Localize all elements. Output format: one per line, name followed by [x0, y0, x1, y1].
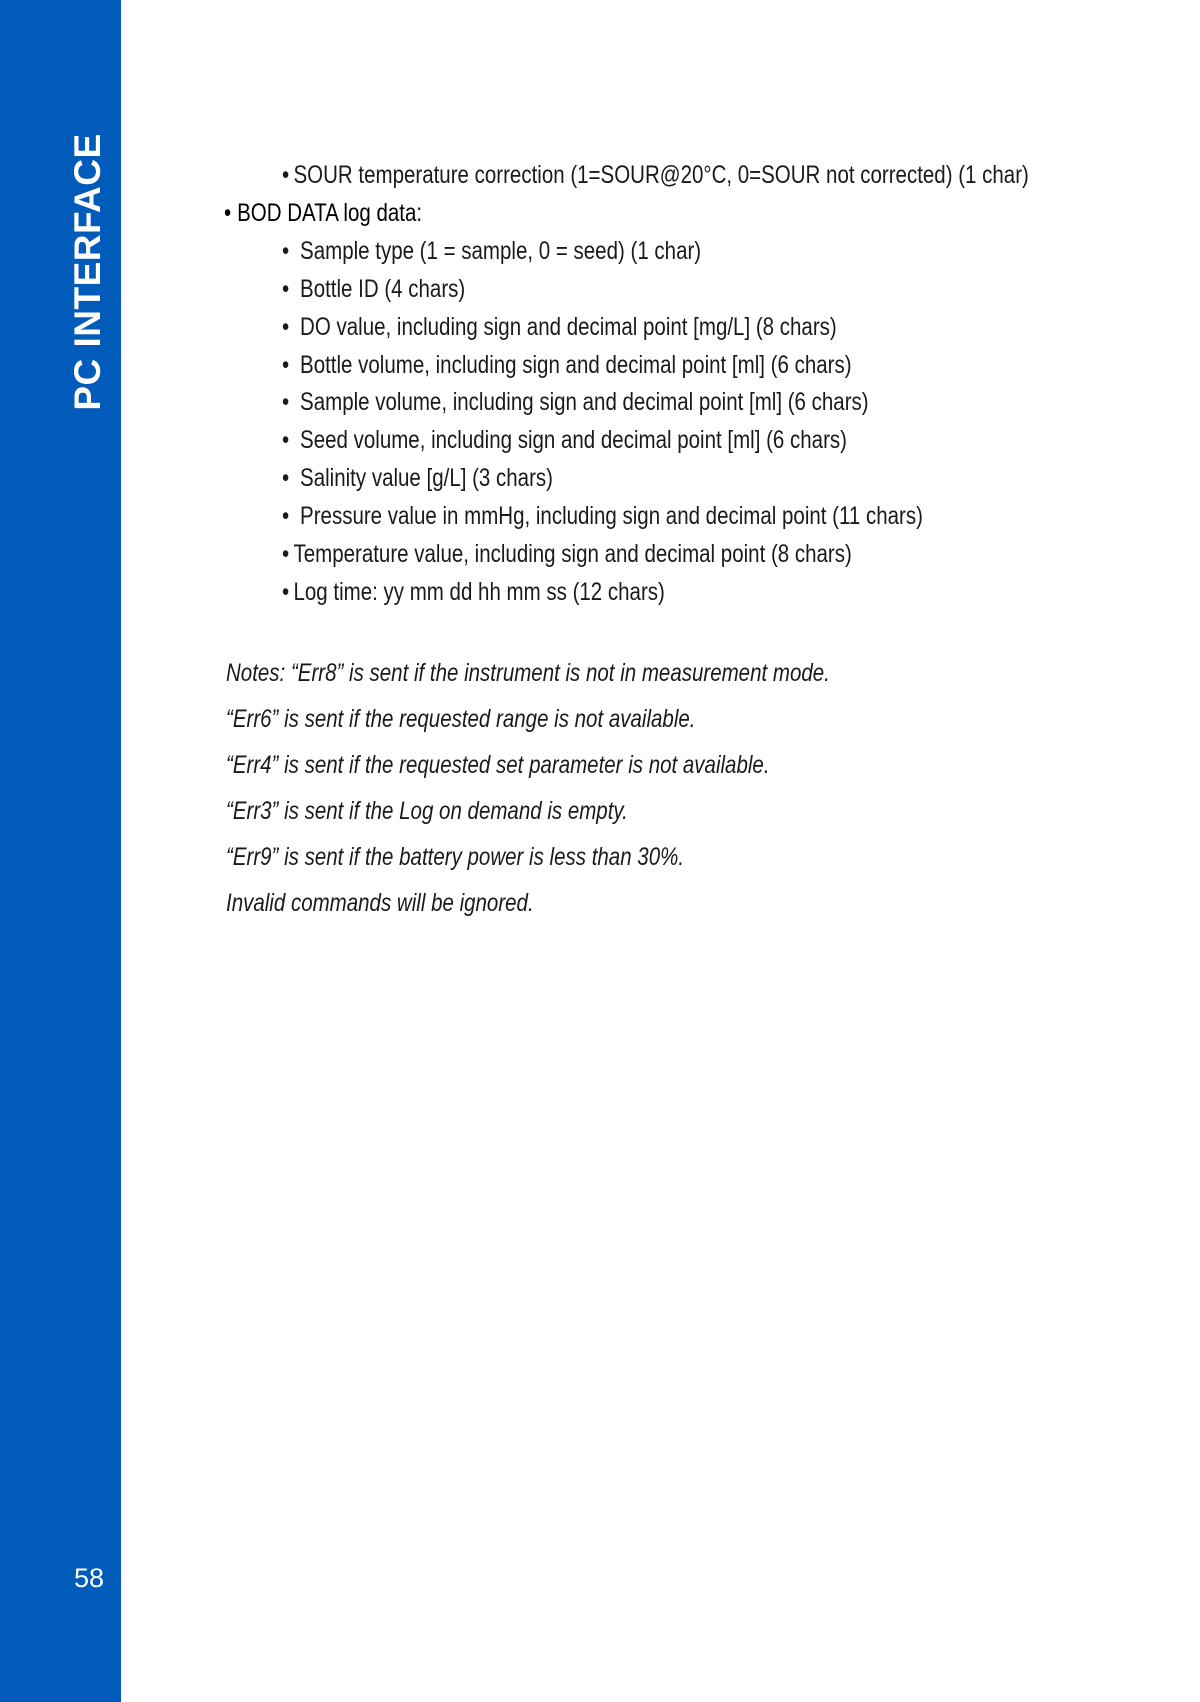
list-item-text: SOUR temperature correction (1=SOUR@20°C, 0=SOUR not corrected) (1 char)	[293, 161, 1029, 189]
section-title: PC INTERFACE	[67, 133, 108, 411]
bullet: •	[282, 313, 290, 341]
bullet: •	[282, 275, 290, 303]
list-item	[282, 160, 1029, 190]
note-line: “Err3” is sent if the Log on demand is empty.	[226, 797, 628, 825]
list-item-text: Log time: yy mm dd hh mm ss (12 chars)	[293, 578, 665, 606]
note-line: “Err4” is sent if the requested set parameter is not available.	[226, 751, 770, 779]
bod-data-heading	[224, 198, 422, 228]
bullet: •	[282, 351, 290, 379]
note-line: “Err9” is sent if the battery power is less than 30%.	[226, 843, 685, 871]
list-item	[282, 350, 852, 380]
list-item	[282, 274, 465, 304]
note-line: Notes: “Err8” is sent if the instrument is not in measurement mode.	[226, 659, 830, 687]
list-item	[282, 425, 847, 455]
list-item-text: Salinity value [g/L] (3 chars)	[300, 464, 553, 492]
list-item-text: Sample volume, including sign and decimal point [ml] (6 chars)	[300, 388, 869, 416]
bullet: •	[282, 426, 290, 454]
list-item-text: Temperature value, including sign and decimal point (8 chars)	[293, 540, 852, 568]
sidebar-band	[0, 0, 121, 1702]
bullet: •	[282, 388, 290, 416]
list-item-text: Sample type (1 = sample, 0 = seed) (1 char)	[300, 237, 702, 265]
page-number: 58	[74, 1563, 105, 1593]
list-item	[282, 387, 869, 417]
list-item-text: Pressure value in mmHg, including sign and decimal point (11 chars)	[300, 502, 923, 530]
bullet: •	[282, 464, 290, 492]
bullet: •	[282, 540, 290, 568]
list-item	[282, 463, 553, 493]
heading-suffix: :	[416, 199, 423, 227]
list-item	[282, 312, 837, 342]
list-item-text: Seed volume, including sign and decimal point [ml] (6 chars)	[300, 426, 847, 454]
list-item	[282, 236, 701, 266]
list-item-text: DO value, including sign and decimal point [mg/L] (8 chars)	[300, 313, 837, 341]
list-item	[282, 501, 923, 531]
note-line: “Err6” is sent if the requested range is not available.	[226, 705, 696, 733]
note-line: Invalid commands will be ignored.	[226, 889, 534, 917]
bullet: •	[224, 199, 232, 227]
bullet: •	[282, 161, 290, 189]
bullet: •	[282, 502, 290, 530]
bullet: •	[282, 237, 290, 265]
bullet: •	[282, 578, 290, 606]
list-item-text: Bottle volume, including sign and decimal point [ml] (6 chars)	[300, 351, 852, 379]
list-item-text: Bottle ID (4 chars)	[300, 275, 466, 303]
list-item	[282, 577, 665, 607]
heading-text: BOD DATA log data	[237, 199, 417, 227]
list-item	[282, 539, 852, 569]
